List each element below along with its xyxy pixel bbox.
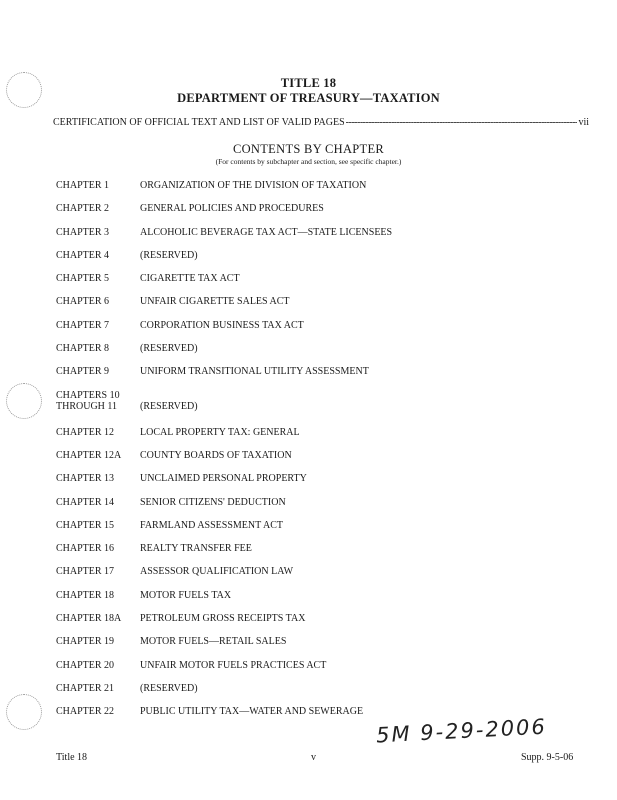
chapter-label: CHAPTER 7 (56, 319, 110, 331)
department-title: DEPARTMENT OF TREASURY—TAXATION (177, 91, 440, 105)
chapter-row (56, 273, 576, 296)
chapter-title: UNFAIR CIGARETTE SALES ACT (140, 296, 290, 308)
chapter-label: CHAPTER 22 (56, 706, 115, 718)
chapter-label: CHAPTER 21 (56, 682, 115, 694)
chapter-row (56, 227, 576, 250)
dot-leader (346, 117, 578, 128)
chapter-label: CHAPTER 14 (56, 496, 115, 508)
chapter-label: CHAPTER 12 (56, 426, 115, 438)
chapter-label: CHAPTER 18 (56, 589, 115, 601)
chapter-label: CHAPTER 15 (56, 519, 115, 531)
chapter-row (56, 203, 576, 226)
chapter-label: CHAPTER 4 (56, 249, 110, 261)
chapter-label: CHAPTER 9 (56, 366, 110, 378)
chapter-title: GENERAL POLICIES AND PROCEDURES (140, 203, 324, 215)
chapter-row (56, 390, 576, 427)
chapter-title: ASSESSOR QUALIFICATION LAW (140, 566, 294, 578)
chapter-title: REALTY TRANSFER FEE (140, 543, 252, 555)
title-number: TITLE 18 (280, 76, 337, 90)
chapter-row (56, 320, 576, 343)
certification-page: vii (578, 117, 589, 128)
chapter-row (56, 683, 576, 706)
chapter-row (56, 590, 576, 613)
chapter-row (56, 636, 576, 659)
chapter-label: CHAPTER 17 (56, 566, 115, 578)
chapter-title: CORPORATION BUSINESS TAX ACT (140, 319, 304, 331)
chapter-label: CHAPTER 2 (56, 203, 110, 215)
chapter-label: CHAPTER 5 (56, 273, 110, 285)
chapter-title: PUBLIC UTILITY TAX—WATER AND SEWERAGE (140, 706, 364, 718)
chapter-title: UNFAIR MOTOR FUELS PRACTICES ACT (140, 659, 327, 671)
chapter-title: (RESERVED) (140, 682, 198, 694)
chapter-row (56, 613, 576, 636)
punch-hole-middle (6, 383, 42, 419)
punch-hole-bottom (6, 694, 42, 730)
chapter-title: COUNTY BOARDS OF TAXATION (140, 449, 292, 461)
chapter-title: ORGANIZATION OF THE DIVISION OF TAXATION (140, 180, 367, 191)
chapter-list (56, 180, 576, 730)
chapter-label (56, 390, 120, 412)
chapter-title: FARMLAND ASSESSMENT ACT (140, 519, 283, 531)
chapter-row (56, 660, 576, 683)
footer-page-number: v (311, 752, 316, 763)
chapter-label: CHAPTER 12A (56, 449, 122, 461)
chapter-title: (RESERVED) (140, 343, 198, 355)
chapter-title: UNCLAIMED PERSONAL PROPERTY (140, 473, 307, 485)
chapter-title: CIGARETTE TAX ACT (140, 273, 240, 285)
footer-title: Title 18 (56, 752, 88, 763)
chapter-row (56, 473, 576, 496)
chapter-row (56, 250, 576, 273)
chapter-row (56, 520, 576, 543)
chapter-row (56, 296, 576, 319)
chapter-title: (RESERVED) (140, 249, 198, 261)
contents-note: (For contents by subchapter and section, see specific chapter.) (215, 157, 402, 166)
certification-line (53, 117, 589, 128)
chapter-title: (RESERVED) (140, 400, 198, 412)
handwritten-annotation: 5M 9-29-2006 (375, 714, 548, 748)
chapter-title: PETROLEUM GROSS RECEIPTS TAX (140, 613, 306, 625)
chapter-row (56, 543, 576, 566)
chapter-label: CHAPTER 18A (56, 613, 122, 625)
chapter-row (56, 566, 576, 589)
chapter-label: CHAPTER 8 (56, 343, 110, 355)
chapter-title: LOCAL PROPERTY TAX: GENERAL (140, 426, 300, 438)
chapter-row (56, 450, 576, 473)
chapter-row (56, 343, 576, 366)
footer-supplement: Supp. 9-5-06 (521, 752, 574, 763)
chapter-label: CHAPTER 1 (56, 180, 110, 191)
chapter-label-line2: THROUGH 11 (56, 400, 118, 412)
chapter-label: CHAPTER 20 (56, 659, 115, 671)
chapter-row (56, 366, 576, 389)
chapter-label: CHAPTER 16 (56, 543, 115, 555)
chapter-title: MOTOR FUELS—RETAIL SALES (140, 636, 287, 648)
chapter-label: CHAPTER 19 (56, 636, 115, 648)
chapter-title: ALCOHOLIC BEVERAGE TAX ACT—STATE LICENSEES (140, 226, 393, 238)
chapter-title: MOTOR FUELS TAX (140, 589, 232, 601)
chapter-title: SENIOR CITIZENS' DEDUCTION (140, 496, 286, 508)
chapter-row (56, 180, 576, 203)
chapter-label: CHAPTER 13 (56, 473, 115, 485)
chapter-label-line1: CHAPTERS 10 (56, 389, 120, 401)
certification-text: CERTIFICATION OF OFFICIAL TEXT AND LIST OF VALID PAGES (53, 117, 345, 128)
chapter-row (56, 427, 576, 450)
chapter-label: CHAPTER 3 (56, 226, 110, 238)
chapter-row (56, 497, 576, 520)
chapter-label: CHAPTER 6 (56, 296, 110, 308)
chapter-title: UNIFORM TRANSITIONAL UTILITY ASSESSMENT (140, 366, 369, 378)
contents-heading: CONTENTS BY CHAPTER (232, 142, 385, 156)
